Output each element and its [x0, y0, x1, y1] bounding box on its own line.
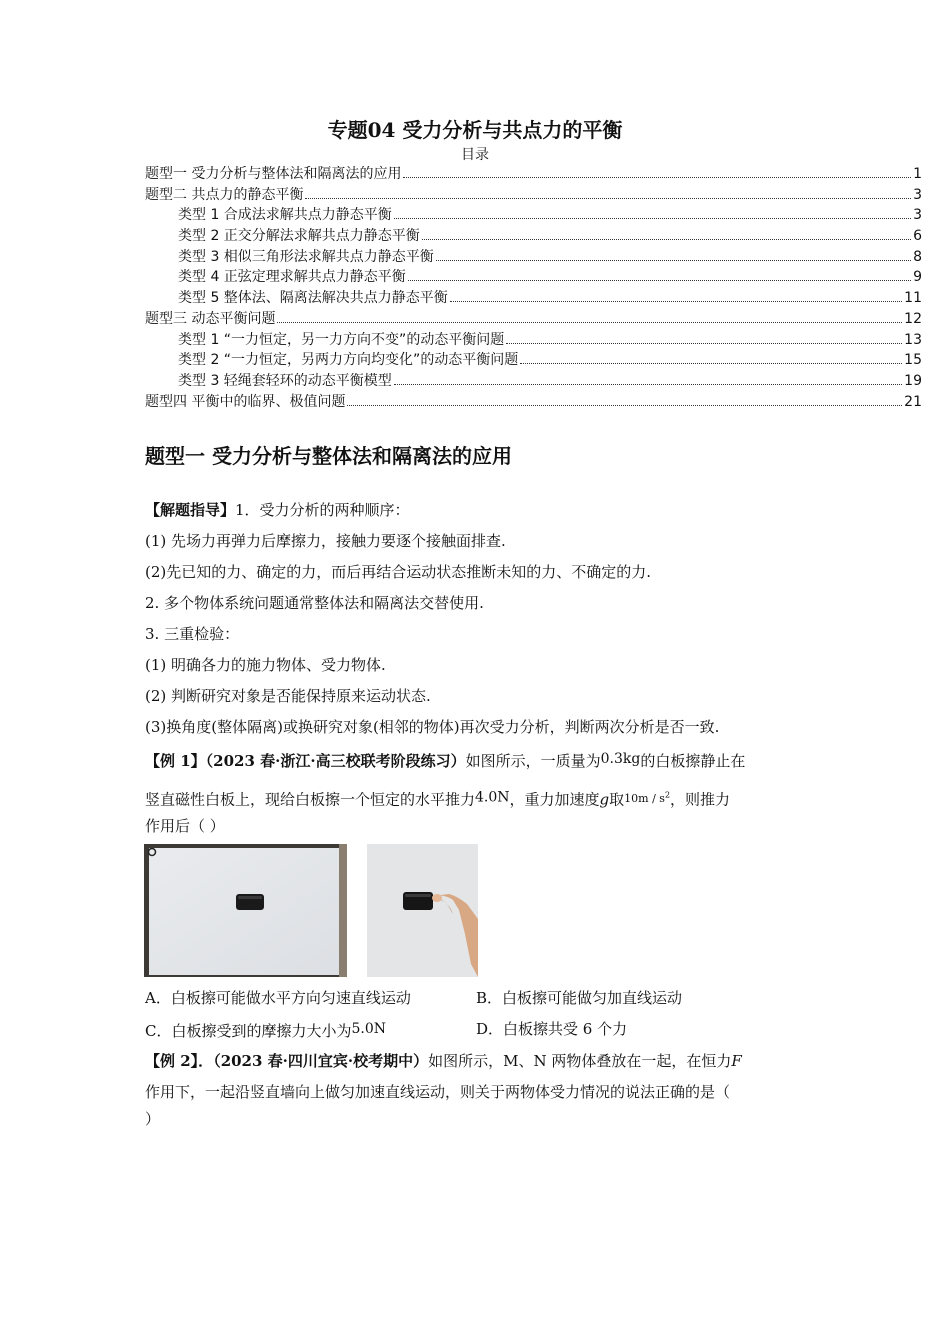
toc-leader-dots	[347, 404, 902, 406]
example1-label: 【例 1】	[145, 752, 206, 770]
example2-line2: 作用下，一起沿竖直墙向上做匀加速直线运动，则关于两物体受力情况的说法正确的是（	[145, 1083, 731, 1101]
guide-first: 1．受力分析的两种顺序：	[235, 501, 410, 519]
toc-leader-dots	[408, 279, 911, 281]
whiteboard-photo-2	[367, 844, 478, 977]
option-c	[145, 1018, 386, 1042]
example1-text: ，则推力	[670, 790, 731, 809]
toc-entry[interactable]	[145, 308, 922, 329]
toc-entry[interactable]	[145, 329, 922, 350]
example1-text: 如图所示，一质量为	[465, 752, 601, 770]
toc-entry-title: 类型 3 相似三角形法求解共点力静态平衡	[178, 248, 434, 265]
example1-g: g	[599, 790, 610, 809]
toc-leader-dots	[305, 197, 911, 199]
option-a: A．白板擦可能做水平方向匀速直线运动	[145, 989, 411, 1007]
whiteboard-photo-1	[144, 844, 347, 977]
toc-entry-title: 类型 2 “一力恒定，另两力方向均变化”的动态平衡问题	[178, 352, 519, 369]
toc-leader-dots	[422, 238, 911, 240]
toc-entry[interactable]	[145, 246, 922, 267]
toc-leader-dots	[450, 300, 902, 302]
guide-line: (3)换角度(整体隔离)或换研究对象(相邻的物体)再次受力分析，判断两次分析是否一致.	[145, 718, 720, 736]
toc-entry[interactable]	[145, 163, 922, 184]
toc-entry-title: 题型三 动态平衡问题	[145, 310, 276, 327]
toc-entry-title: 类型 4 正弦定理求解共点力静态平衡	[178, 269, 406, 286]
example1-line2	[145, 784, 805, 811]
toc-entry-page: 8	[913, 248, 922, 265]
section-title: 题型一 受力分析与整体法和隔离法的应用	[145, 444, 512, 468]
option-c-value: 5.0N	[351, 1021, 386, 1037]
toc-entry-title: 类型 5 整体法、隔离法解决共点力静态平衡	[178, 290, 448, 307]
toc-leader-dots	[394, 217, 911, 219]
document-title: 专题04 受力分析与共点力的平衡	[327, 118, 623, 142]
example1-text: ，重力加速度	[509, 790, 600, 809]
example1-mass: 0.3kg	[600, 751, 641, 767]
example2-label: 【例 2】	[145, 1052, 199, 1070]
toc-leader-dots	[436, 259, 911, 261]
toc-entry-page: 13	[904, 331, 922, 348]
example2-source: （2023 春·四川宜宾·校考期中）	[213, 1052, 429, 1070]
toc-entry[interactable]	[145, 204, 922, 225]
example1-line1	[145, 748, 805, 772]
toc-entry-page: 9	[913, 269, 922, 286]
toc-entry[interactable]	[145, 370, 922, 391]
toc-entry[interactable]	[145, 184, 922, 205]
toc-entry-page: 11	[904, 290, 922, 307]
example1-text: 竖直磁性白板上，现给白板擦一个恒定的水平推力	[145, 790, 476, 809]
toc-leader-dots	[394, 383, 902, 385]
toc-entry[interactable]	[145, 266, 922, 287]
toc-entry-title: 类型 2 正交分解法求解共点力静态平衡	[178, 228, 420, 245]
option-b: B．白板擦可能做匀加直线运动	[476, 989, 683, 1007]
option-c-text: C．白板擦受到的摩擦力大小为	[145, 1022, 352, 1040]
toc-entry-page: 3	[913, 207, 922, 224]
toc-entry-title: 类型 1 “一力恒定，另一力方向不变”的动态平衡问题	[178, 331, 505, 348]
example2-line1	[145, 1050, 805, 1072]
guide-line: (2)先已知的力、确定的力，而后再结合运动状态推断未知的力、不确定的力.	[145, 563, 652, 581]
toc-entry-page: 15	[904, 352, 922, 369]
g-value: 10m / s	[624, 791, 665, 805]
toc-entry-page: 21	[904, 393, 922, 410]
toc-entry-title: 题型四 平衡中的临界、极值问题	[145, 393, 346, 410]
g-exponent: 2	[664, 790, 671, 799]
example1-text: 取	[609, 790, 625, 809]
toc-entry-title: 题型二 共点力的静态平衡	[145, 186, 304, 203]
toc-entry-page: 19	[904, 372, 922, 389]
toc-entry-title: 题型一 受力分析与整体法和隔离法的应用	[145, 166, 402, 182]
guide-line: 2. 多个物体系统问题通常整体法和隔离法交替使用.	[145, 594, 484, 612]
guide-label: 【解题指导】	[145, 501, 236, 519]
example1-text: 的白板擦静止在	[640, 752, 746, 770]
toc-heading: 目录	[461, 147, 489, 163]
example2-text: 如图所示，M、N 两物体叠放在一起，在恒力	[428, 1052, 732, 1070]
toc-entry-page: 1	[913, 166, 922, 182]
example2-dot: ．	[198, 1052, 214, 1070]
example2-line3: ）	[145, 1110, 161, 1128]
toc-entry[interactable]	[145, 349, 922, 370]
guide-line: 3. 三重检验：	[145, 625, 240, 643]
guide-line	[145, 499, 805, 521]
table-of-contents	[145, 163, 922, 411]
toc-entry[interactable]	[145, 391, 922, 412]
example1-g-value	[624, 792, 670, 805]
toc-leader-dots	[403, 176, 911, 178]
toc-entry-page: 12	[904, 310, 922, 327]
toc-entry-page: 6	[913, 228, 922, 245]
guide-line: (1) 先场力再弹力后摩擦力，接触力要逐个接触面排查.	[145, 532, 506, 550]
toc-entry-title: 类型 1 合成法求解共点力静态平衡	[178, 207, 392, 224]
guide-line: (1) 明确各力的施力物体、受力物体.	[145, 656, 386, 674]
toc-leader-dots	[506, 342, 902, 344]
example2-force-symbol: F	[731, 1052, 742, 1070]
guide-line: (2) 判断研究对象是否能保持原来运动状态.	[145, 687, 431, 705]
toc-entry-title: 类型 3 轻绳套轻环的动态平衡模型	[178, 372, 392, 389]
example1-line3: 作用后（ ）	[145, 817, 225, 835]
toc-leader-dots	[520, 362, 902, 364]
toc-entry[interactable]	[145, 287, 922, 308]
toc-leader-dots	[277, 321, 902, 323]
example1-force: 4.0N	[475, 789, 510, 806]
toc-entry[interactable]	[145, 225, 922, 246]
toc-entry-page: 3	[913, 186, 922, 203]
example1-source: （2023 春·浙江·高三校联考阶段练习）	[205, 752, 466, 770]
option-d: D．白板擦共受 6 个力	[476, 1020, 628, 1038]
